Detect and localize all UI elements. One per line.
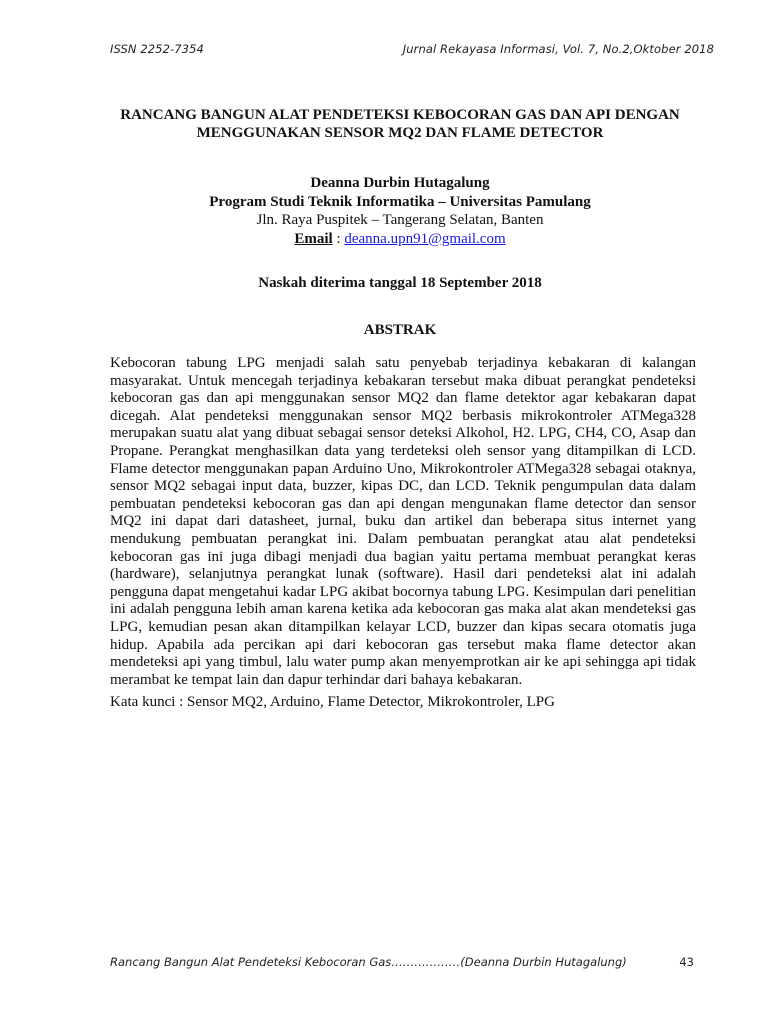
author-name: Deanna Durbin Hutagalung	[310, 175, 490, 191]
page-number: 43	[679, 955, 694, 969]
journal-issn: ISSN 2252-7354	[110, 42, 204, 56]
abstract-heading: ABSTRAK	[363, 322, 437, 338]
email-label: Email	[294, 230, 333, 247]
paper-title	[80, 106, 720, 142]
author-email-line	[80, 230, 720, 249]
paper-title-line-2: MENGGUNAKAN SENSOR MQ2 DAN FLAME DETECTOR	[196, 125, 604, 141]
abstract-body: Kebocoran tabung LPG menjadi salah satu penyebab terjadinya kebakaran di kalangan masyarakat. Untuk mencegah terjadinya kebakaran tersebut maka dibuat perangkat pendeteksi kebocoran gas dan api menggunakan sensor MQ2 dan flame detektor agar kebakaran dapat dicegah. Alat pendeteksi menggunakan sensor MQ2 berbasis mikrokontroler ATMega328 merupakan suatu alat yang dibuat sebagai sensor deteksi Alkohol, H2. LPG, CH4, CO, Asap dan Propane. Perangkat menghasilkan data yang terdeteksi oleh sensor yang ditampilkan di LCD. Flame detector menggunakan papan Arduino Uno, Mikrokontroler ATMega328 sebagai otaknya, sensor MQ2 sebagai input data, buzzer, kipas DC, dan LCD. Teknik pengumpulan data dalam pembuatan pendeteksi kebocoran gas dan api dengan mengunakan flame detector dan sensor MQ2 ini dapat dari datasheet, jurnal, buku dan artikel dan beberapa situs internet yang mendukung pembuatan perangkat ini. Dalam pembuatan perangkat atau alat pendeteksi kebocoran gas ini juga dibagi menjadi dua bagian yaitu pertama membuat perangkat keras (hardware), selanjutnya perangkat lunak (software). Hasil dari pendeteksi alat ini adalah pengguna dapat mengetahui kadar LPG akibat bocornya tabung LPG. Kesimpulan dari penelitian ini adalah pengguna lebih aman karena ketika ada kebocoran gas maka alat akan mendeteksi gas LPG, kemudian pesan akan ditampilkan kelayar LCD, buzzer dan kipas secara otomatis juga hidup. Apabila ada percikan api dari kebocoran gas tersebut maka flame detector akan mendeteksi api yang timbul, lalu water pump akan menyemprotkan air ke api sehingga api tidak merambat ke tempat lain dan dapur terhindar dari bahaya kebakaran.	[110, 355, 696, 688]
email-link[interactable]: deanna.upn91@gmail.com	[344, 230, 506, 247]
author-affiliation: Program Studi Teknik Informatika – Universitas Pamulang	[209, 193, 591, 210]
keywords: Kata kunci : Sensor MQ2, Arduino, Flame Detector, Mikrokontroler, LPG	[110, 694, 555, 710]
author-block	[80, 174, 720, 248]
paper-title-line-1: RANCANG BANGUN ALAT PENDETEKSI KEBOCORAN GAS DAN API DENGAN	[120, 107, 680, 123]
received-date: Naskah diterima tanggal 18 September 2018	[258, 275, 542, 291]
running-title: Rancang Bangun Alat Pendeteksi Kebocoran Gas………………(Deanna Durbin Hutagalung)	[110, 955, 627, 969]
email-separator: :	[332, 230, 345, 247]
author-address: Jln. Raya Puspitek – Tangerang Selatan, Banten	[256, 212, 544, 228]
journal-citation: Jurnal Rekayasa Informasi, Vol. 7, No.2,Oktober 2018	[402, 42, 714, 56]
